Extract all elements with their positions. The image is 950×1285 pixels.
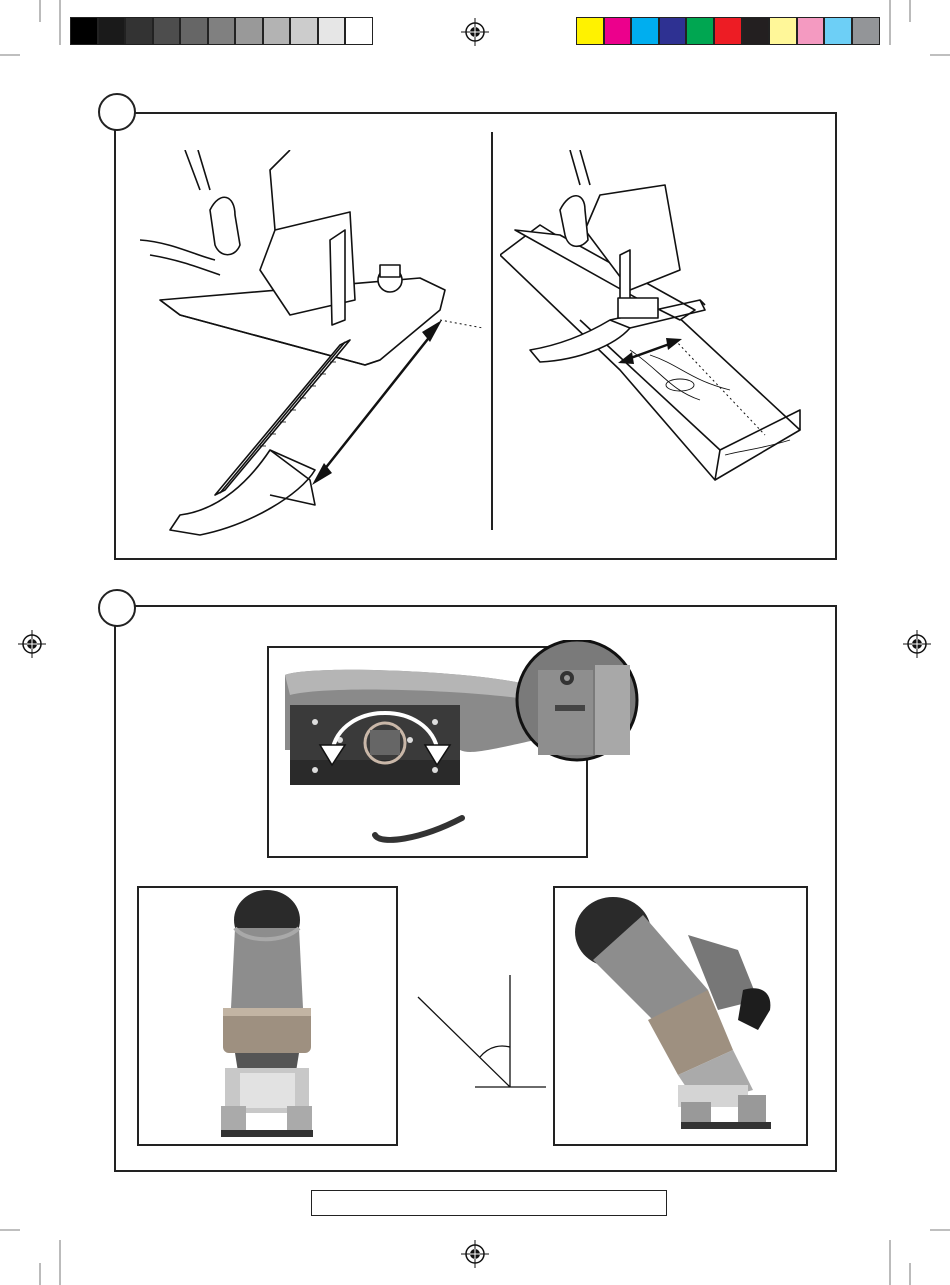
footer-box	[311, 1190, 667, 1216]
figure-number-badge	[98, 589, 136, 627]
jigsaw-upright-photo-icon	[195, 888, 340, 1143]
figure-number-badge	[98, 93, 136, 131]
hex-key-adjusting-base-icon	[270, 640, 640, 856]
bevel-angle-icon	[410, 965, 550, 1095]
panel-divider	[491, 132, 493, 530]
jigsaw-with-parallel-guide-icon	[140, 150, 485, 545]
jigsaw-guide-on-timber-icon	[500, 150, 820, 490]
jigsaw-bevel-photo-icon	[558, 890, 803, 1140]
